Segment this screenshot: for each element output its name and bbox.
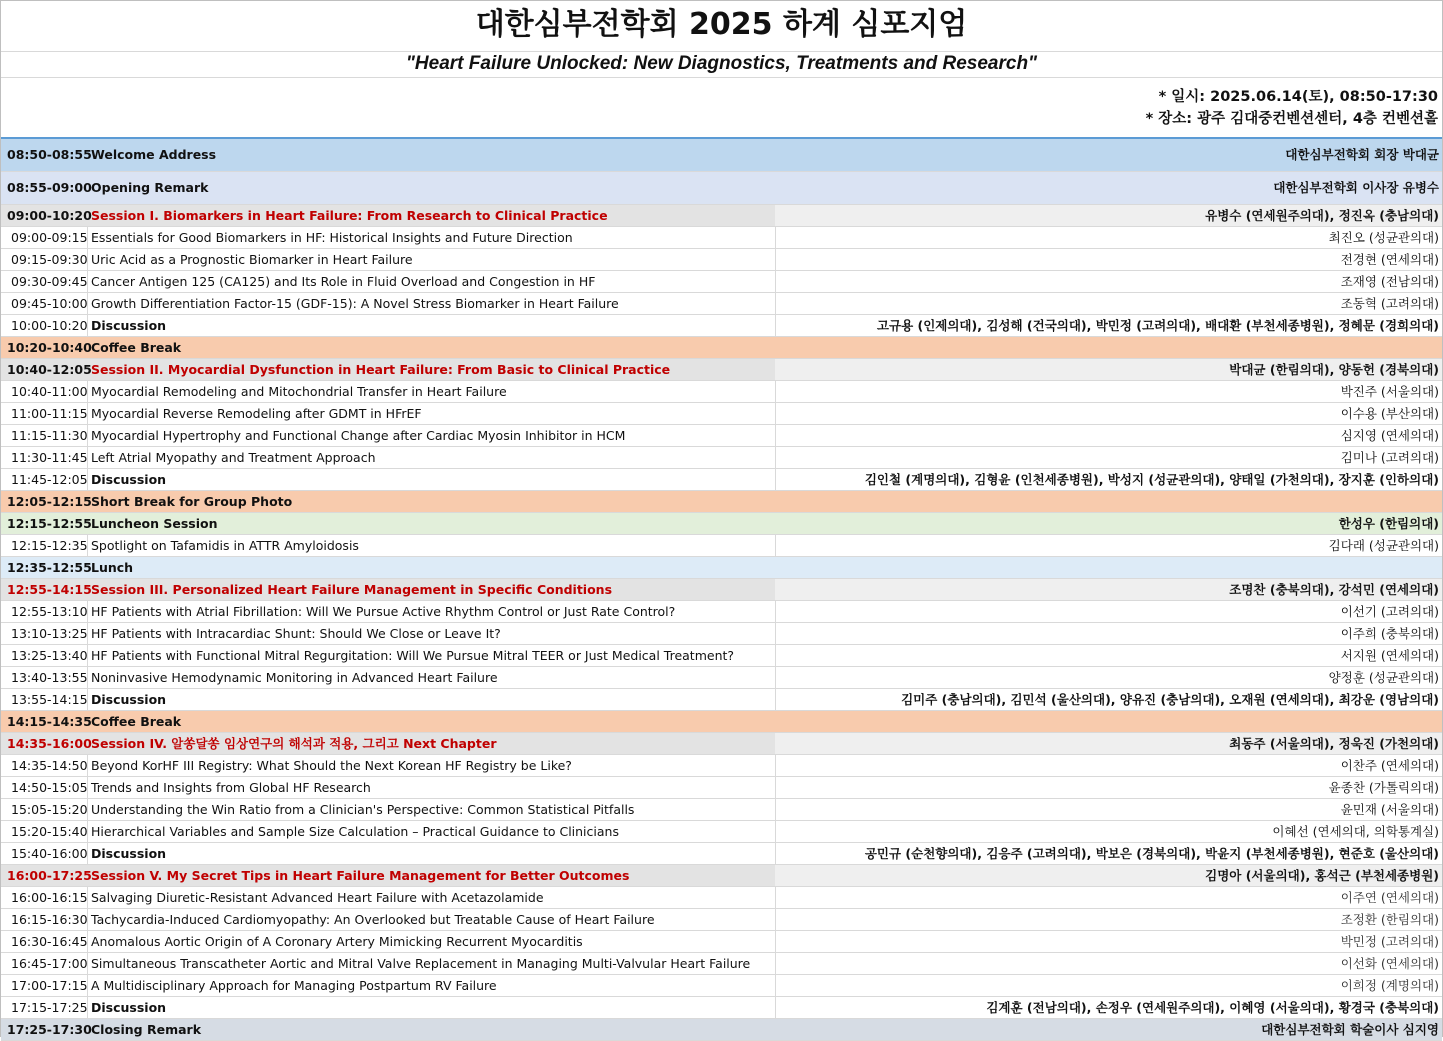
row-speaker: 김명아 (서울의대), 홍석근 (부천세종병원) bbox=[1205, 868, 1439, 883]
row-title: Cancer Antigen 125 (CA125) and Its Role in Fluid Overload and Congestion in HF bbox=[91, 274, 596, 289]
page-title: 대한심부전학회 2025 하계 심포지엄 bbox=[1, 1, 1442, 52]
column-divider bbox=[775, 601, 776, 622]
row-time: 16:00-16:15 bbox=[1, 887, 88, 908]
row-title: Opening Remark bbox=[91, 180, 209, 195]
row-time: 09:00-10:20 bbox=[7, 208, 92, 223]
schedule-row bbox=[1, 887, 1442, 909]
row-title: Anomalous Aortic Origin of A Coronary Artery Mimicking Recurrent Myocarditis bbox=[91, 934, 583, 949]
schedule-row bbox=[1, 579, 1442, 601]
row-time: 09:30-09:45 bbox=[1, 271, 88, 292]
row-title: HF Patients with Atrial Fibrillation: Will We Pursue Active Rhythm Control or Just Rate Control? bbox=[91, 604, 676, 619]
column-divider bbox=[775, 425, 776, 446]
page-subtitle: "Heart Failure Unlocked: New Diagnostics, Treatments and Research" bbox=[1, 52, 1442, 78]
schedule-table bbox=[1, 139, 1442, 1041]
row-time: 16:45-17:00 bbox=[1, 953, 88, 974]
row-speaker: 대한심부전학회 회장 박대균 bbox=[1285, 147, 1439, 162]
row-speaker: 양정훈 (성균관의대) bbox=[1328, 670, 1439, 685]
row-time: 11:15-11:30 bbox=[1, 425, 88, 446]
row-time: 14:50-15:05 bbox=[1, 777, 88, 798]
column-divider bbox=[775, 623, 776, 644]
schedule-row bbox=[1, 689, 1442, 711]
row-title: Coffee Break bbox=[91, 340, 182, 355]
column-divider bbox=[775, 931, 776, 952]
column-divider bbox=[775, 843, 776, 864]
row-time: 13:40-13:55 bbox=[1, 667, 88, 688]
column-divider bbox=[775, 293, 776, 314]
column-divider bbox=[775, 909, 776, 930]
schedule-row bbox=[1, 513, 1442, 535]
schedule-row bbox=[1, 821, 1442, 843]
row-title: A Multidisciplinary Approach for Managing Postpartum RV Failure bbox=[91, 978, 497, 993]
row-title: Left Atrial Myopathy and Treatment Approach bbox=[91, 450, 376, 465]
column-divider bbox=[775, 271, 776, 292]
row-title: Tachycardia-Induced Cardiomyopathy: An Overlooked but Treatable Cause of Heart Failure bbox=[91, 912, 655, 927]
row-title: Session V. My Secret Tips in Heart Failure Management for Better Outcomes bbox=[91, 868, 630, 883]
column-divider bbox=[775, 953, 776, 974]
row-time: 15:40-16:00 bbox=[1, 843, 88, 864]
row-title: Noninvasive Hemodynamic Monitoring in Advanced Heart Failure bbox=[91, 670, 498, 685]
row-speaker: 조정환 (한림의대) bbox=[1340, 912, 1439, 927]
row-time: 17:15-17:25 bbox=[1, 997, 88, 1018]
row-title: Discussion bbox=[91, 692, 167, 707]
row-speaker: 최동주 (서울의대), 정욱진 (가천의대) bbox=[1229, 736, 1439, 751]
row-speaker: 이주연 (연세의대) bbox=[1340, 890, 1439, 905]
column-divider bbox=[775, 469, 776, 490]
row-time: 15:20-15:40 bbox=[1, 821, 88, 842]
row-time: 09:15-09:30 bbox=[1, 249, 88, 270]
row-speaker: 박대균 (한림의대), 양동헌 (경북의대) bbox=[1229, 362, 1439, 377]
schedule-row bbox=[1, 469, 1442, 491]
column-divider bbox=[775, 645, 776, 666]
row-title: Hierarchical Variables and Sample Size Calculation – Practical Guidance to Clinicians bbox=[91, 824, 619, 839]
row-time: 14:35-14:50 bbox=[1, 755, 88, 776]
row-title: Lunch bbox=[91, 560, 134, 575]
row-title: Uric Acid as a Prognostic Biomarker in Heart Failure bbox=[91, 252, 413, 267]
event-info bbox=[1, 78, 1442, 139]
row-title: Myocardial Reverse Remodeling after GDMT in HFrEF bbox=[91, 406, 422, 421]
row-speaker: 대한심부전학회 학술이사 심지영 bbox=[1261, 1022, 1439, 1037]
row-time: 16:30-16:45 bbox=[1, 931, 88, 952]
schedule-row bbox=[1, 425, 1442, 447]
row-title: HF Patients with Intracardiac Shunt: Should We Close or Leave It? bbox=[91, 626, 501, 641]
row-title: Short Break for Group Photo bbox=[91, 494, 293, 509]
row-title: Myocardial Hypertrophy and Functional Change after Cardiac Myosin Inhibitor in HCM bbox=[91, 428, 626, 443]
row-speaker: 이선기 (고려의대) bbox=[1340, 604, 1439, 619]
row-title: Trends and Insights from Global HF Research bbox=[91, 780, 371, 795]
column-divider bbox=[775, 821, 776, 842]
row-time: 13:25-13:40 bbox=[1, 645, 88, 666]
row-time: 13:10-13:25 bbox=[1, 623, 88, 644]
column-divider bbox=[775, 249, 776, 270]
row-speaker: 김미주 (충남의대), 김민석 (울산의대), 양유진 (충남의대), 오재원 (연세의대), 최강운 (영남의대) bbox=[901, 692, 1439, 707]
row-time: 13:55-14:15 bbox=[1, 689, 88, 710]
row-time: 10:40-12:05 bbox=[7, 362, 92, 377]
row-title: Session II. Myocardial Dysfunction in Heart Failure: From Basic to Clinical Practice bbox=[91, 362, 671, 377]
row-title: Discussion bbox=[91, 318, 167, 333]
row-speaker: 이혜선 (연세의대, 의학통계실) bbox=[1272, 824, 1439, 839]
row-speaker: 공민규 (순천향의대), 김응주 (고려의대), 박보은 (경북의대), 박윤지 (부천세종병원), 현준호 (울산의대) bbox=[864, 846, 1439, 861]
column-divider bbox=[775, 777, 776, 798]
row-title: Salvaging Diuretic-Resistant Advanced Heart Failure with Acetazolamide bbox=[91, 890, 544, 905]
row-time: 17:25-17:30 bbox=[7, 1022, 92, 1037]
row-speaker: 전경현 (연세의대) bbox=[1340, 252, 1439, 267]
row-title: Spotlight on Tafamidis in ATTR Amyloidosis bbox=[91, 538, 359, 553]
schedule-row bbox=[1, 205, 1442, 227]
schedule-row bbox=[1, 711, 1442, 733]
row-speaker: 이선화 (연세의대) bbox=[1340, 956, 1439, 971]
row-title: Closing Remark bbox=[91, 1022, 202, 1037]
row-title: Discussion bbox=[91, 1000, 167, 1015]
row-time: 10:40-11:00 bbox=[1, 381, 88, 402]
row-speaker: 이희정 (계명의대) bbox=[1340, 978, 1439, 993]
schedule-row bbox=[1, 172, 1442, 205]
column-divider bbox=[775, 403, 776, 424]
row-title: Welcome Address bbox=[91, 147, 217, 162]
schedule-row bbox=[1, 381, 1442, 403]
row-speaker: 박진주 (서울의대) bbox=[1340, 384, 1439, 399]
row-title: Essentials for Good Biomarkers in HF: Historical Insights and Future Direction bbox=[91, 230, 573, 245]
schedule-row bbox=[1, 227, 1442, 249]
row-time: 09:00-09:15 bbox=[1, 227, 88, 248]
event-venue: * 장소: 광주 김대중컨벤션센터, 4층 컨벤션홀 bbox=[1145, 111, 1438, 127]
row-time: 12:15-12:55 bbox=[7, 516, 92, 531]
schedule-row bbox=[1, 535, 1442, 557]
schedule-row bbox=[1, 359, 1442, 381]
row-title: Session I. Biomarkers in Heart Failure: From Research to Clinical Practice bbox=[91, 208, 608, 223]
row-title: Beyond KorHF III Registry: What Should the Next Korean HF Registry be Like? bbox=[91, 758, 572, 773]
row-time: 10:20-10:40 bbox=[7, 340, 92, 355]
row-time: 12:55-13:10 bbox=[1, 601, 88, 622]
row-time: 12:05-12:15 bbox=[7, 494, 92, 509]
row-speaker: 한성우 (한림의대) bbox=[1338, 516, 1439, 531]
row-time: 10:00-10:20 bbox=[1, 315, 88, 336]
column-divider bbox=[775, 689, 776, 710]
schedule-row bbox=[1, 623, 1442, 645]
row-title: Session III. Personalized Heart Failure Management in Specific Conditions bbox=[91, 582, 613, 597]
schedule-row bbox=[1, 403, 1442, 425]
row-title: Understanding the Win Ratio from a Clinician's Perspective: Common Statistical Pitfalls bbox=[91, 802, 635, 817]
row-time: 09:45-10:00 bbox=[1, 293, 88, 314]
row-time: 14:15-14:35 bbox=[7, 714, 92, 729]
schedule-row bbox=[1, 491, 1442, 513]
column-divider bbox=[775, 975, 776, 996]
row-speaker: 조동혁 (고려의대) bbox=[1340, 296, 1439, 311]
row-speaker: 심지영 (연세의대) bbox=[1340, 428, 1439, 443]
schedule-row bbox=[1, 931, 1442, 953]
row-speaker: 서지원 (연세의대) bbox=[1340, 648, 1439, 663]
schedule-row bbox=[1, 601, 1442, 623]
schedule-row bbox=[1, 799, 1442, 821]
schedule-row bbox=[1, 271, 1442, 293]
row-speaker: 윤종찬 (가톨릭의대) bbox=[1328, 780, 1439, 795]
row-time: 16:15-16:30 bbox=[1, 909, 88, 930]
row-title: Luncheon Session bbox=[91, 516, 218, 531]
schedule-row bbox=[1, 1019, 1442, 1041]
schedule-row bbox=[1, 865, 1442, 887]
row-time: 12:55-14:15 bbox=[7, 582, 92, 597]
schedule-row bbox=[1, 447, 1442, 469]
row-speaker: 김인철 (계명의대), 김형윤 (인천세종병원), 박성지 (성균관의대), 양태일 (가천의대), 장지훈 (인하의대) bbox=[864, 472, 1439, 487]
row-title: Growth Differentiation Factor-15 (GDF-15): A Novel Stress Biomarker in Heart Failure bbox=[91, 296, 619, 311]
row-title: Coffee Break bbox=[91, 714, 182, 729]
schedule-row bbox=[1, 755, 1442, 777]
schedule-row bbox=[1, 777, 1442, 799]
row-speaker: 최진오 (성균관의대) bbox=[1328, 230, 1439, 245]
schedule-row bbox=[1, 139, 1442, 172]
row-speaker: 이주희 (충북의대) bbox=[1340, 626, 1439, 641]
row-title: Simultaneous Transcatheter Aortic and Mitral Valve Replacement in Managing Multi-Valvular Heart Failure bbox=[91, 956, 751, 971]
row-time: 11:30-11:45 bbox=[1, 447, 88, 468]
row-time: 14:35-16:00 bbox=[7, 736, 92, 751]
column-divider bbox=[775, 315, 776, 336]
schedule-row bbox=[1, 843, 1442, 865]
schedule-row bbox=[1, 997, 1442, 1019]
column-divider bbox=[775, 667, 776, 688]
row-speaker: 김미나 (고려의대) bbox=[1340, 450, 1439, 465]
event-date: * 일시: 2025.06.14(토), 08:50-17:30 bbox=[1158, 89, 1438, 105]
schedule-row bbox=[1, 645, 1442, 667]
row-speaker: 조재영 (전남의대) bbox=[1340, 274, 1439, 289]
row-time: 17:00-17:15 bbox=[1, 975, 88, 996]
row-speaker: 이수용 (부산의대) bbox=[1340, 406, 1439, 421]
schedule-row bbox=[1, 667, 1442, 689]
column-divider bbox=[775, 447, 776, 468]
column-divider bbox=[775, 887, 776, 908]
row-speaker: 윤민재 (서울의대) bbox=[1340, 802, 1439, 817]
row-time: 11:00-11:15 bbox=[1, 403, 88, 424]
row-speaker: 박민정 (고려의대) bbox=[1340, 934, 1439, 949]
column-divider bbox=[775, 997, 776, 1018]
row-speaker: 유병수 (연세원주의대), 정진옥 (충남의대) bbox=[1205, 208, 1439, 223]
column-divider bbox=[775, 535, 776, 556]
row-title: Discussion bbox=[91, 846, 167, 861]
row-title: Discussion bbox=[91, 472, 167, 487]
row-speaker: 김다래 (성균관의대) bbox=[1328, 538, 1439, 553]
row-speaker: 고규용 (인제의대), 김성해 (건국의대), 박민정 (고려의대), 배대환 (부천세종병원), 정혜문 (경희의대) bbox=[876, 318, 1439, 333]
column-divider bbox=[775, 755, 776, 776]
schedule-row bbox=[1, 249, 1442, 271]
row-time: 12:35-12:55 bbox=[7, 560, 92, 575]
schedule-row bbox=[1, 557, 1442, 579]
schedule-row bbox=[1, 909, 1442, 931]
column-divider bbox=[775, 799, 776, 820]
row-time: 12:15-12:35 bbox=[1, 535, 88, 556]
column-divider bbox=[775, 381, 776, 402]
schedule-row bbox=[1, 293, 1442, 315]
row-time: 16:00-17:25 bbox=[7, 868, 92, 883]
schedule-row bbox=[1, 733, 1442, 755]
row-time: 15:05-15:20 bbox=[1, 799, 88, 820]
row-speaker: 이찬주 (연세의대) bbox=[1340, 758, 1439, 773]
row-title: HF Patients with Functional Mitral Regurgitation: Will We Pursue Mitral TEER or Just Medical Treatment? bbox=[91, 648, 735, 663]
row-time: 08:50-08:55 bbox=[7, 147, 92, 162]
row-speaker: 조명찬 (충북의대), 강석민 (연세의대) bbox=[1229, 582, 1439, 597]
row-title: Session IV. 알쏭달쏭 임상연구의 해석과 적용, 그리고 Next Chapter bbox=[91, 736, 497, 751]
row-time: 08:55-09:00 bbox=[7, 180, 92, 195]
schedule-row bbox=[1, 975, 1442, 997]
row-speaker: 대한심부전학회 이사장 유병수 bbox=[1273, 180, 1439, 195]
schedule-row bbox=[1, 337, 1442, 359]
schedule-row bbox=[1, 315, 1442, 337]
row-title: Myocardial Remodeling and Mitochondrial Transfer in Heart Failure bbox=[91, 384, 507, 399]
row-time: 11:45-12:05 bbox=[1, 469, 88, 490]
row-speaker: 김계훈 (전남의대), 손정우 (연세원주의대), 이혜영 (서울의대), 황경국 (충북의대) bbox=[986, 1000, 1439, 1015]
schedule-row bbox=[1, 953, 1442, 975]
column-divider bbox=[775, 227, 776, 248]
